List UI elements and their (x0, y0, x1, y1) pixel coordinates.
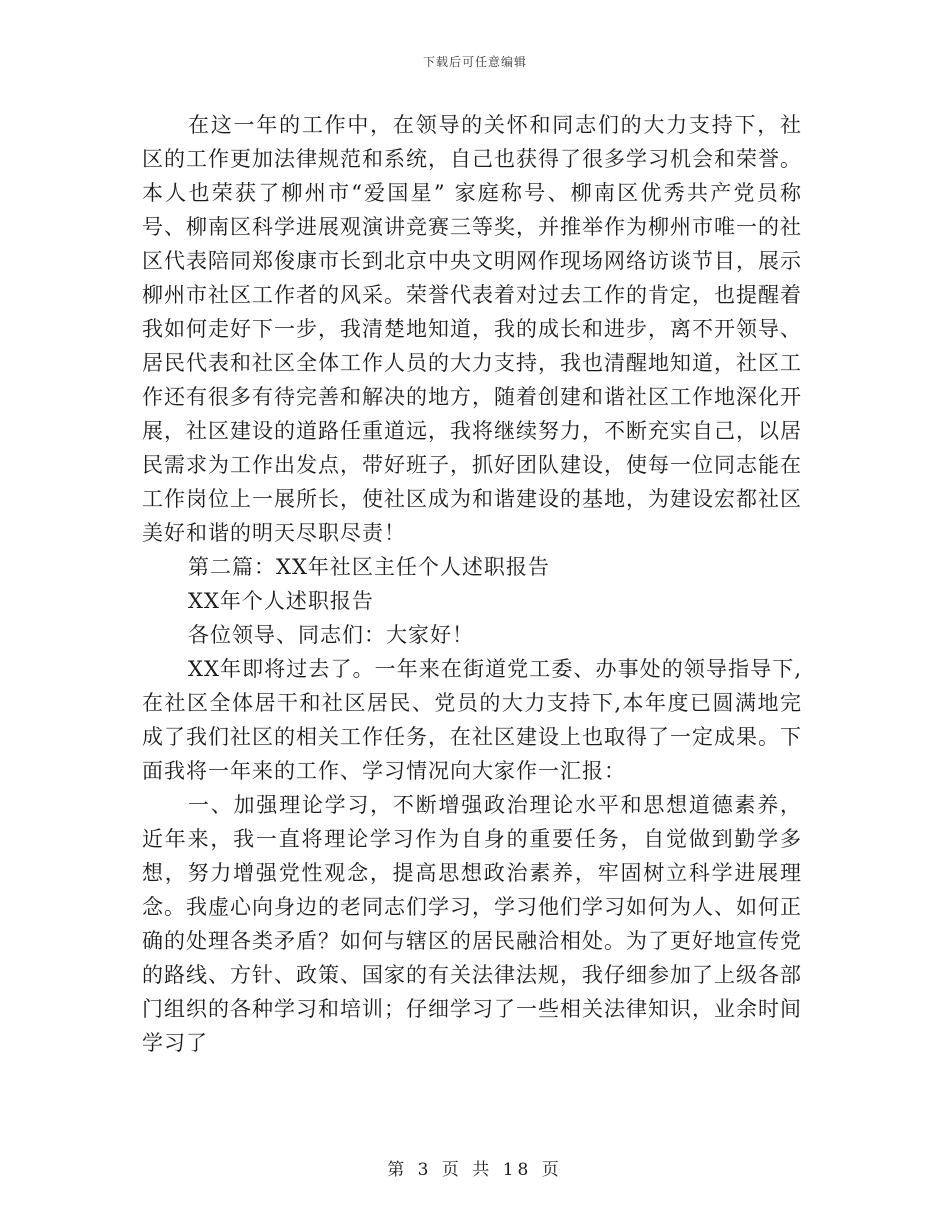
section-title: 第二篇：XX年社区主任个人述职报告 (188, 555, 550, 579)
paragraph-section-1: 一、加强理论学习，不断增强政治理论水平和思想道德素养，近年来，我一直将理论学习作为自身的重要任务，自觉做到勤学多想，努力增强党性观念，提高思想政治素养，牢固树立科学进展理念。我虚心向身边的老同志们学习，学习他们学习如何为人、如何正确的处理各类矛盾？如何与辖区的居民融洽相处。为了更好地宣传党的路线、方针、政策、国家的有关法律法规，我仔细参加了上级各部门组织的各种学习和培训；仔细学习了一些相关法律知识，业余时间学习了 (142, 793, 802, 1055)
salutation: 各位领导、同志们：大家好！ (188, 623, 474, 647)
paragraph-intro: XX年即将过去了。一年来在街道党工委、办事处的领导指导下,在社区全体居干和社区居民、党员的大力支持下,本年度已圆满地完成了我们社区的相关工作任务，在社区建设上也取得了一定成果。下面我将一年来的工作、学习情况向大家作一汇报： (142, 657, 802, 783)
paragraph-1: 在这一年的工作中，在领导的关怀和同志们的大力支持下，社区的工作更加法律规范和系统，自己也获得了很多学习机会和荣誉。本人也荣获了柳州市“爱国星” 家庭称号、柳南区优秀共产党员称号、柳南区科学进展观演讲竞赛三等奖，并推举作为柳州市唯一的社区代表陪同郑俊康市长到北京中央文明网作现场网络访谈节目，展示柳州市社区工作者的风采。荣誉代表着对过去工作的肯定，也提醒着我如何走好下一步，我清楚地知道，我的成长和进步，离不开领导、居民代表和社区全体工作人员的大力支持，我也清醒地知道，社区工作还有很多有待完善和解决的地方，随着创建和谐社区工作地深化开展，社区建设的道路任重道远，我将继续努力，不断充实自己，以居民需求为工作出发点，带好班子，抓好团队建设，使每一位同志能在工作岗位上一展所长，使社区成为和谐建设的基地，为建设宏都社区美好和谐的明天尽职尽责！ (142, 113, 802, 545)
report-title: XX年个人述职报告 (188, 589, 374, 613)
page-footer: 第 3 页 共 18 页 (387, 1160, 563, 1180)
page-header: 下载后可任意编辑 (422, 55, 527, 69)
document-body (142, 108, 802, 1060)
